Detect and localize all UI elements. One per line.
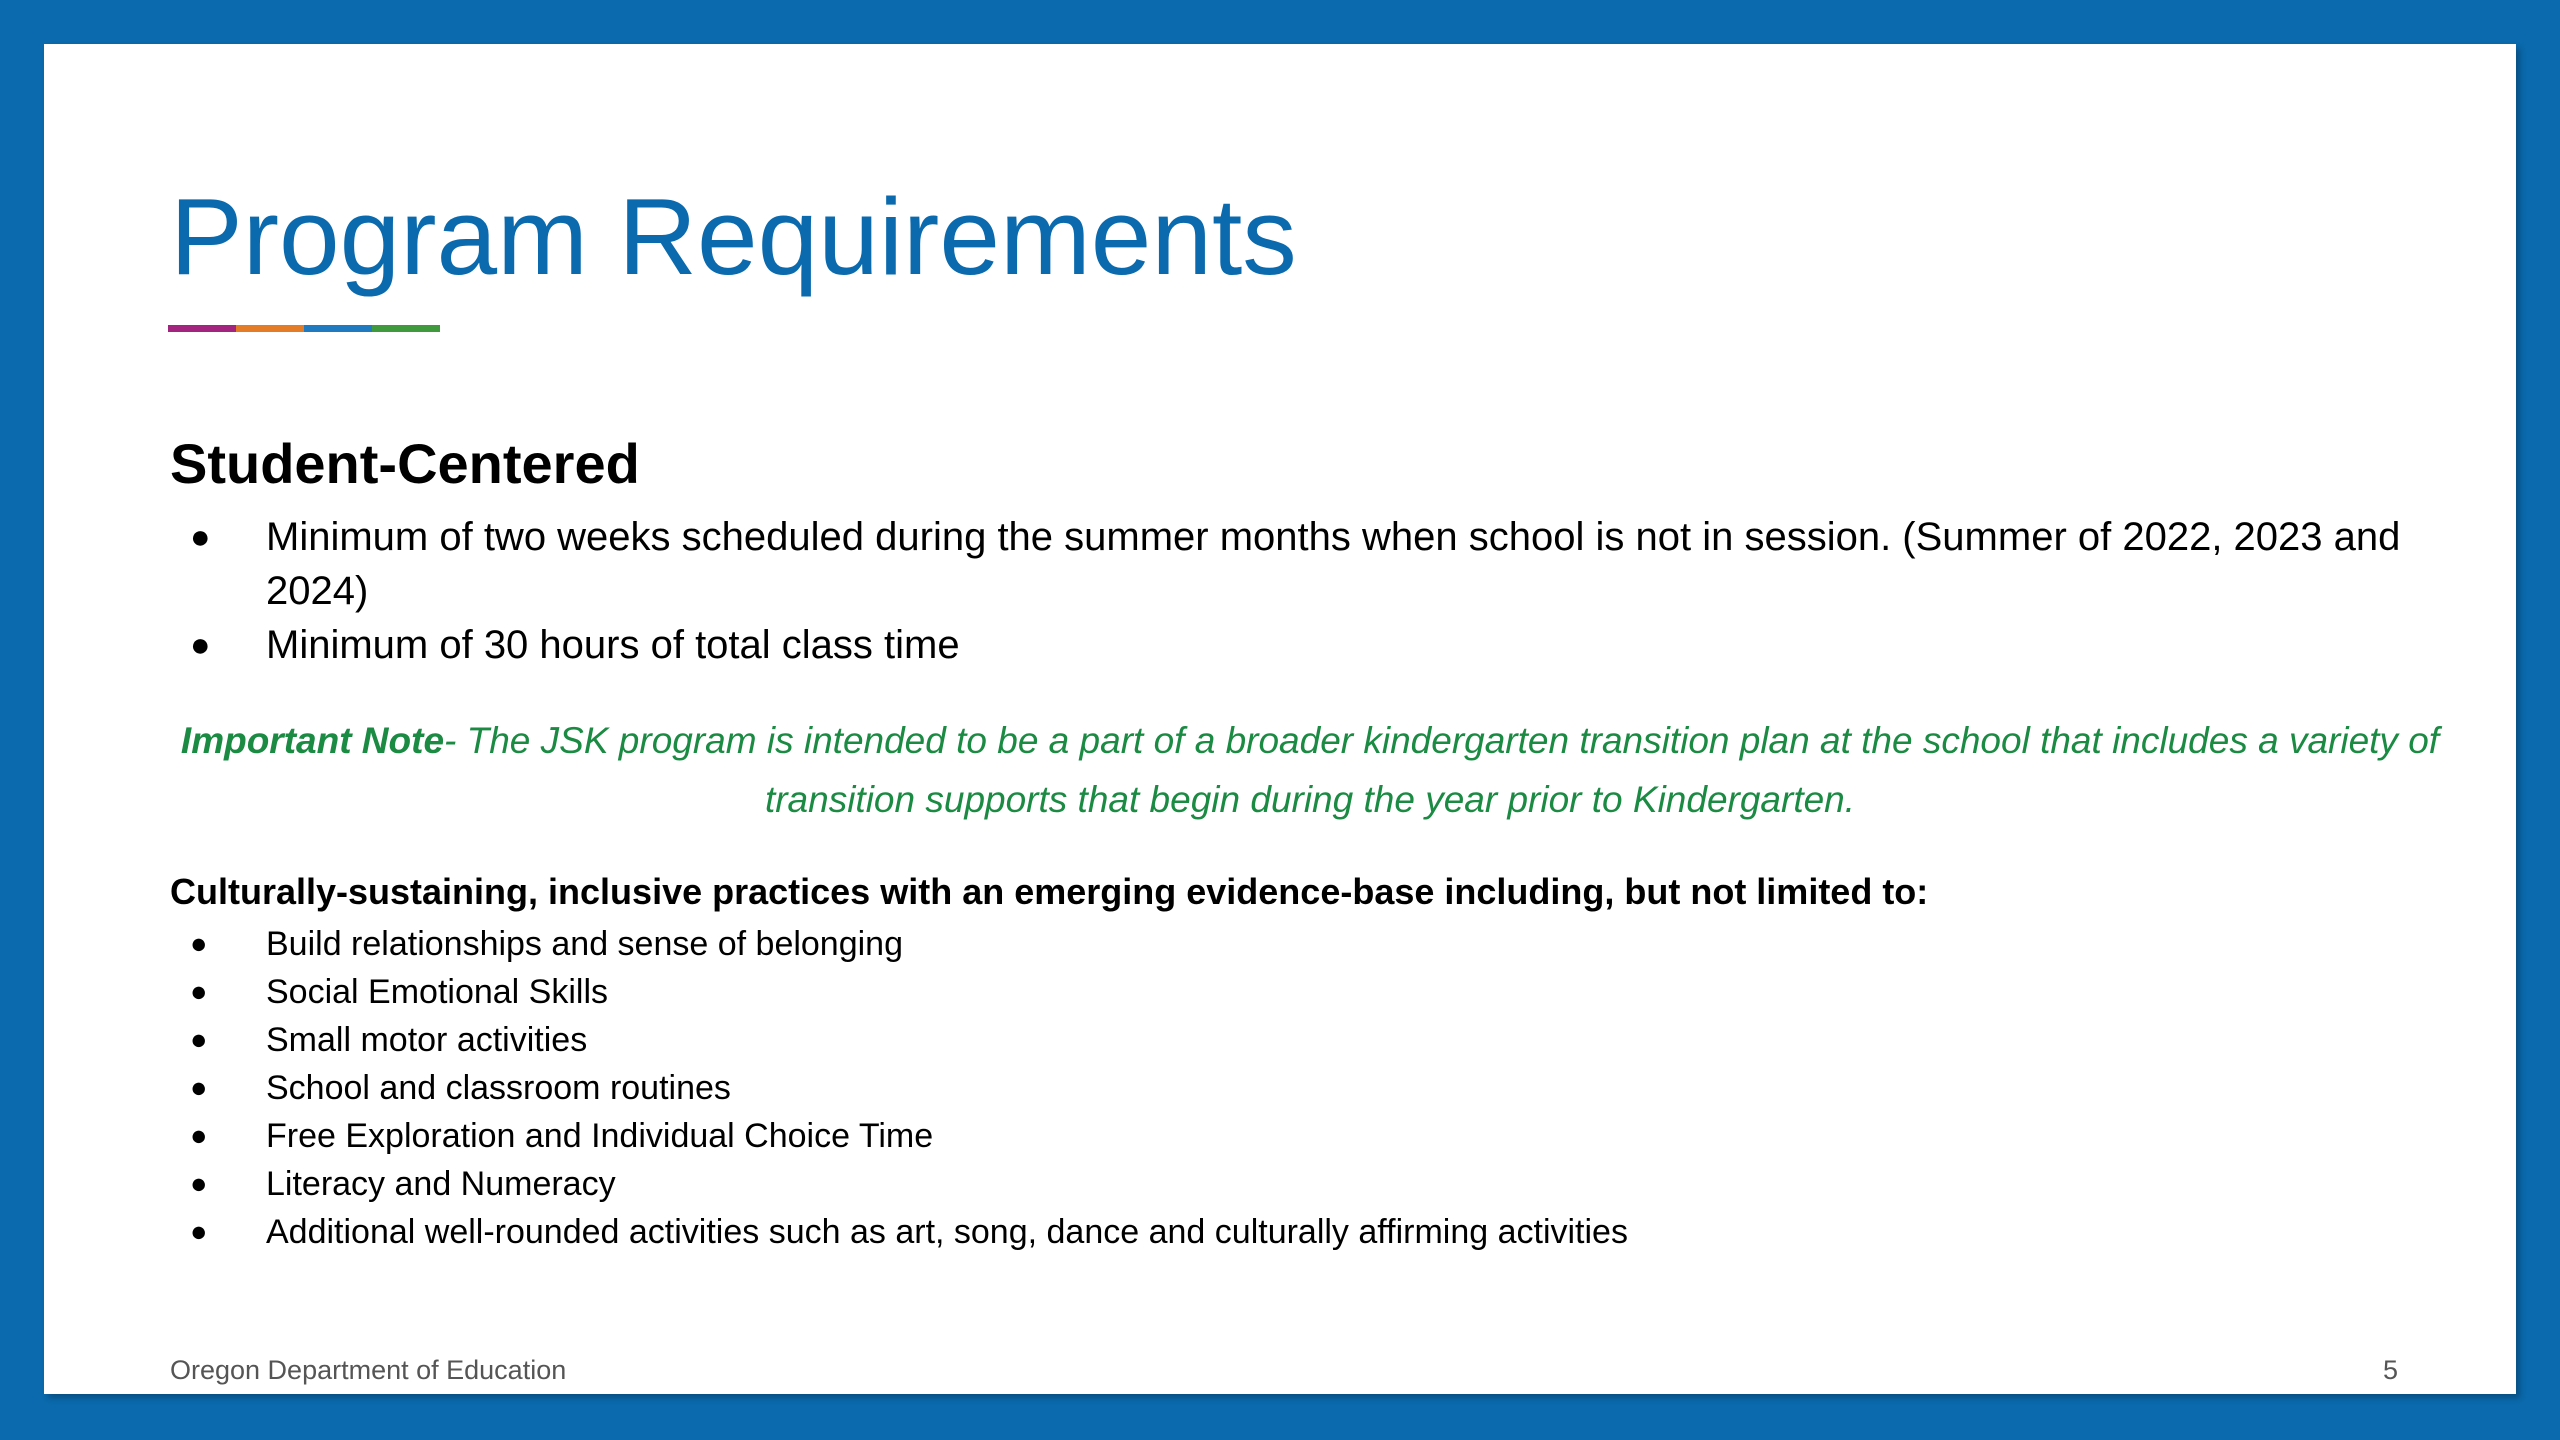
accent-segment-magenta	[168, 325, 236, 332]
practice-item: ● Additional well-rounded activities such as art, song, dance and culturally affirming activities	[170, 1208, 1628, 1256]
practice-item: ● Social Emotional Skills	[170, 968, 1628, 1016]
note-text: - The JSK program is intended to be a part of a broader kindergarten transition plan at the school that includes a variety of transition supports that begin during the year prior to Kindergarten.	[444, 720, 2440, 820]
footer-organization: Oregon Department of Education	[170, 1355, 567, 1385]
practice-item: ● Free Exploration and Individual Choice Time	[170, 1112, 1628, 1160]
practice-item: ● Small motor activities	[170, 1016, 1628, 1064]
important-note	[170, 711, 2450, 829]
accent-segment-blue	[304, 325, 372, 332]
section-heading: Student-Centered	[170, 432, 640, 495]
practices-heading: Culturally-sustaining, inclusive practices with an emerging evidence-base including, but not limited to:	[170, 871, 1929, 912]
requirement-item: ● Minimum of two weeks scheduled during the summer months when school is not in session. (Summer of 2022, 2023 and 2024)	[170, 510, 2410, 618]
page-number: 5	[2382, 1355, 2398, 1385]
slide	[44, 44, 2516, 1394]
practices-list	[170, 920, 1628, 1256]
title-accent-underline	[168, 325, 440, 332]
accent-segment-green	[372, 325, 440, 332]
note-label: Important Note	[180, 720, 445, 761]
requirement-item: ● Minimum of 30 hours of total class time	[170, 618, 2410, 672]
slide-title: Program Requirements	[170, 176, 1297, 298]
accent-segment-orange	[236, 325, 304, 332]
requirements-list	[170, 510, 2410, 672]
practice-item: ● School and classroom routines	[170, 1064, 1628, 1112]
practice-item: ● Literacy and Numeracy	[170, 1160, 1628, 1208]
practice-item: ● Build relationships and sense of belonging	[170, 920, 1628, 968]
